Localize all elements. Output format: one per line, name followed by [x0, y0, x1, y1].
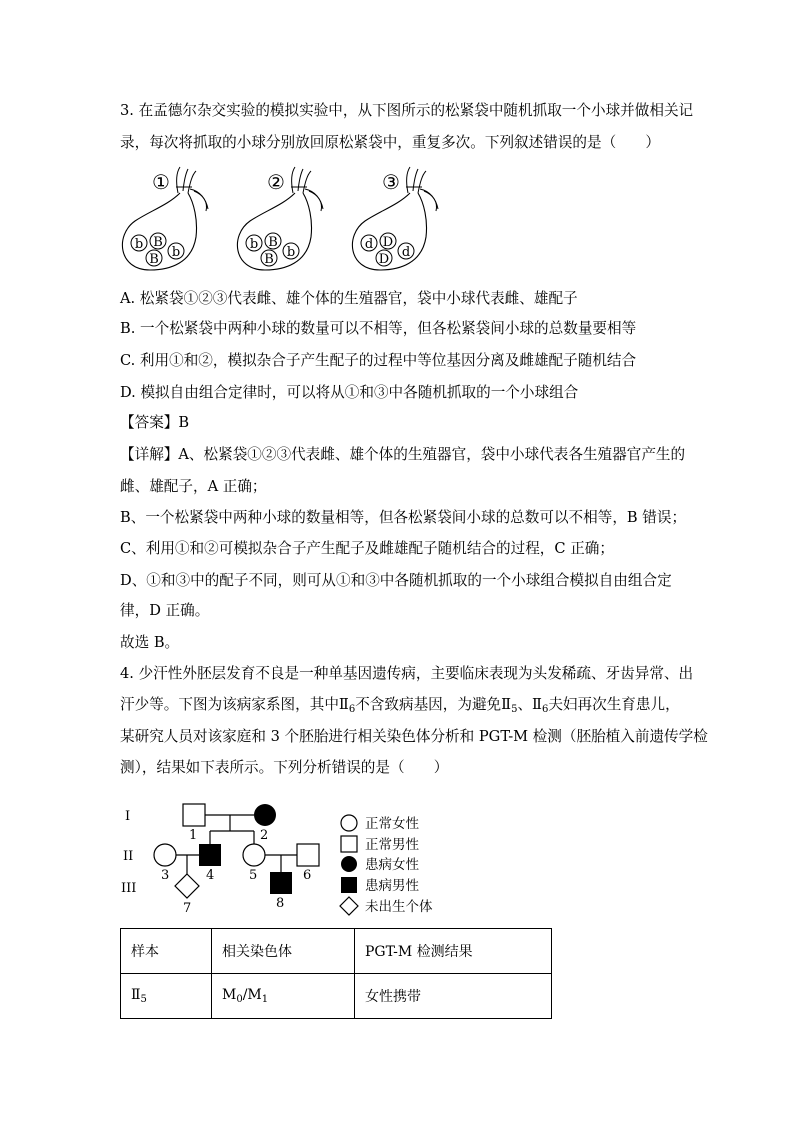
- gen-label-3: III: [121, 881, 137, 896]
- svg-text:7: 7: [183, 901, 192, 916]
- svg-text:3: 3: [161, 868, 170, 883]
- gen-label-2: II: [123, 849, 134, 864]
- q3-detail-2: 雌、雄配子，A 正确；: [120, 478, 267, 495]
- q3-option-c: C. 利用①和②，模拟杂合子产生配子的过程中等位基因分离及雌雄配子随机结合: [120, 352, 637, 369]
- bag-1-ball-1: b: [134, 237, 144, 252]
- cell-sample: $Ⅱ_5$: [121, 974, 212, 1019]
- legend-affected-female: 患病女性: [365, 857, 419, 873]
- table-row: [121, 974, 552, 1019]
- bag-1-number: ①: [152, 170, 170, 194]
- cell-result: 女性携带: [355, 974, 552, 1019]
- bag-3-ball-1: d: [364, 237, 374, 252]
- q3-detail-3: B、一个松紧袋中两种小球的数量相等，但各松紧袋间小球的总数可以不相等，B 错误；: [120, 509, 687, 526]
- individual-II5: [243, 844, 265, 866]
- svg-text:6: 6: [303, 868, 312, 883]
- q4-stem-line4: 测），结果如下表所示。下列分析错误的是（ ）: [120, 759, 449, 776]
- bag-3-number: ③: [382, 170, 400, 194]
- gen-label-1: I: [125, 809, 131, 824]
- bag-2-ball-2: B: [268, 235, 278, 250]
- pedigree-chart: [115, 796, 455, 921]
- legend-unborn: 未出生个体: [365, 899, 433, 915]
- cell-chromosome: $M_0/M_1$: [212, 974, 355, 1019]
- q3-stem-line2: 录，每次将抓取的小球分别放回原松紧袋中，重复多次。下列叙述错误的是（ ）: [120, 134, 660, 151]
- q4-stem-line1: 4. 少汗性外胚层发育不良是一种单基因遗传病，主要临床表现为头发稀疏、牙齿异常、出: [120, 665, 694, 682]
- individual-I1: [183, 804, 205, 826]
- bag-2-number: ②: [267, 170, 285, 194]
- bag-2-ball-1: b: [249, 237, 259, 252]
- legend-normal-female: 正常女性: [365, 816, 419, 832]
- q3-option-d: D. 模拟自由组合定律时，可以将从①和③中各随机抓取的一个小球组合: [120, 384, 579, 401]
- q3-detail-5: D、①和③中的配子不同，则可从①和③中各随机抓取的一个小球组合模拟自由组合定: [120, 572, 672, 589]
- q3-detail-1: 【详解】A、松紧袋①②③代表雌、雄个体的生殖器官，袋中小球代表各生殖器官产生的: [120, 446, 686, 463]
- bag-3-ball-2: D: [382, 235, 394, 250]
- bag-3-ball-4: d: [401, 245, 411, 260]
- bag-2-ball-3: B: [264, 252, 274, 267]
- bag-2: [237, 167, 323, 270]
- svg-text:2: 2: [260, 828, 269, 843]
- legend-affected-male: 患病男性: [365, 878, 419, 894]
- q4-stem-line3: 某研究人员对该家庭和 3 个胚胎进行相关染色体分析和 PGT-M 检测（胚胎植入前遗传学检: [120, 728, 708, 745]
- q3-option-a: A. 松紧袋①②③代表雌、雄个体的生殖器官，袋中小球代表雌、雄配子: [120, 290, 578, 307]
- bag-1-ball-3: B: [149, 252, 159, 267]
- q4-stem-line2: 汗少等。下图为该病家系图，其中$Ⅱ_6$不含致病基因，为避免$Ⅱ_5$、$Ⅱ_6$夫妇再次生育患儿，: [120, 696, 680, 715]
- q3-answer: 【答案】B: [120, 414, 190, 431]
- table-header-row: [121, 929, 552, 974]
- bag-3: [352, 167, 438, 270]
- q3-detail-6: 律，D 正确。: [120, 602, 210, 619]
- bag-2-ball-4: b: [286, 245, 296, 260]
- individual-I2: [254, 804, 276, 826]
- bag-1-ball-4: b: [171, 245, 181, 260]
- svg-text:8: 8: [276, 896, 285, 911]
- svg-text:4: 4: [206, 868, 215, 883]
- header-pgtm-result: PGT-M 检测结果: [355, 929, 552, 974]
- q3-conclusion: 故选 B。: [120, 634, 180, 651]
- q3-detail-4: C、利用①和②可模拟杂合子产生配子及雌雄配子随机结合的过程，C 正确；: [120, 540, 614, 557]
- bag-1: [122, 167, 208, 270]
- header-chromosome: 相关染色体: [212, 929, 355, 974]
- bags-figure: [110, 165, 450, 275]
- individual-II3: [154, 844, 176, 866]
- q3-stem-line1: 3. 在孟德尔杂交实验的模拟实验中，从下图所示的松紧袋中随机抓取一个小球并做相关记: [120, 102, 694, 119]
- legend-normal-male: 正常男性: [365, 837, 419, 853]
- individual-III7: [175, 874, 199, 898]
- individual-II6: [297, 844, 319, 866]
- header-sample: 样本: [121, 929, 212, 974]
- q3-option-b: B. 一个松紧袋中两种小球的数量可以不相等，但各松紧袋间小球的总数量要相等: [120, 320, 637, 337]
- bag-1-ball-2: B: [153, 235, 163, 250]
- svg-text:5: 5: [249, 868, 258, 883]
- pgt-result-table: [120, 928, 552, 1019]
- svg-text:1: 1: [189, 828, 198, 843]
- individual-II4: [199, 844, 221, 866]
- bag-3-ball-3: D: [378, 252, 390, 267]
